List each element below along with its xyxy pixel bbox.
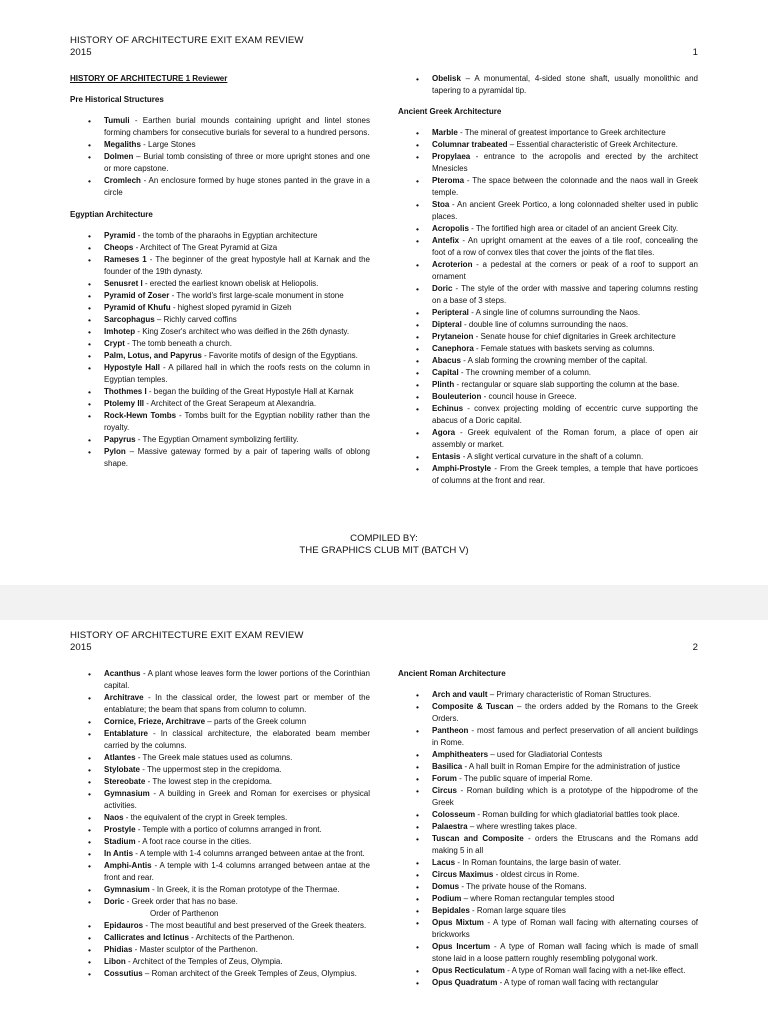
list-item bbox=[70, 362, 370, 386]
page-header bbox=[70, 630, 698, 654]
term: Obelisk bbox=[432, 74, 461, 83]
term: Tumuli bbox=[104, 116, 130, 125]
page-number: 2 bbox=[692, 642, 698, 653]
definition: - The beginner of the great hypostyle hall at Karnak and the founder of the 19th dynasty. bbox=[104, 255, 370, 276]
definition: - An upright ornament at the eaves of a tile roof, concealing the foot of a row of convex tiles that cover the joints of the flat tiles. bbox=[432, 236, 698, 257]
list-item bbox=[70, 326, 370, 338]
definition: - A temple with 1-4 columns arranged between antae at the front and rear. bbox=[104, 861, 370, 882]
term: Doric bbox=[432, 284, 453, 293]
list-item bbox=[70, 278, 370, 290]
term: Opus Mixtum bbox=[432, 918, 484, 927]
definition: - the tomb of the pharaohs in Egyptian architecture bbox=[135, 231, 318, 240]
term: Cossutius bbox=[104, 969, 143, 978]
list-item bbox=[70, 848, 370, 860]
term: Amphitheaters bbox=[432, 750, 489, 759]
definition: – Primary characteristic of Roman Structures. bbox=[487, 690, 652, 699]
term: Stylobate bbox=[104, 765, 141, 774]
term: Sarcophagus bbox=[104, 315, 155, 324]
list-item bbox=[398, 965, 698, 977]
list-item bbox=[398, 905, 698, 917]
term: Opus Quadratum bbox=[432, 978, 498, 987]
definition: – used for Gladiatorial Contests bbox=[488, 750, 603, 759]
list-item bbox=[70, 932, 370, 944]
roman-list bbox=[398, 689, 698, 989]
list-item bbox=[70, 446, 370, 470]
term: Circus bbox=[432, 786, 457, 795]
definition: - Senate house for chief dignitaries in Greek architecture bbox=[473, 332, 676, 341]
list-item bbox=[398, 73, 698, 97]
list-item bbox=[70, 175, 370, 199]
term: Epidauros bbox=[104, 921, 144, 930]
list-item bbox=[70, 338, 370, 350]
list-item bbox=[398, 893, 698, 905]
definition: - Architect of the Great Serapeum at Alexandria. bbox=[144, 399, 317, 408]
page-number: 1 bbox=[692, 47, 698, 58]
list-item bbox=[70, 314, 370, 326]
definition: – the orders added by the Romans to the Greek Orders. bbox=[432, 702, 698, 723]
definition: - Roman building for which gladiatorial battles took place. bbox=[475, 810, 680, 819]
definition: - King Zoser's architect who was deified in the 26th dynasty. bbox=[135, 327, 350, 336]
definition: - Earthen burial mounds containing upright and lintel stones forming chambers for consecutive burials for several to a hundred persons. bbox=[104, 116, 370, 137]
definition: - orders the Etruscans and the Romans add making 5 in all bbox=[432, 834, 698, 855]
page-gap bbox=[0, 585, 768, 620]
list-item bbox=[70, 752, 370, 764]
term: Basilica bbox=[432, 762, 463, 771]
definition: - A type of Roman wall facing with a net-like effect. bbox=[504, 966, 686, 975]
list-item bbox=[70, 692, 370, 716]
term: Tuscan and Composite bbox=[432, 834, 524, 843]
definition: - The public square of imperial Rome. bbox=[456, 774, 593, 783]
term: Domus bbox=[432, 882, 460, 891]
list-item bbox=[398, 379, 698, 391]
definition: - An ancient Greek Portico, a long colonnaded shelter used in public places. bbox=[432, 200, 698, 221]
definition: - Architects of the Parthenon. bbox=[188, 933, 295, 942]
term: Colosseum bbox=[432, 810, 476, 819]
term: Columnar trabeated bbox=[432, 140, 508, 149]
list-item bbox=[70, 836, 370, 848]
list-item bbox=[70, 151, 370, 175]
list-item bbox=[398, 725, 698, 749]
list-item bbox=[70, 398, 370, 410]
term: Agora bbox=[432, 428, 456, 437]
doric-order-note: Order of Parthenon bbox=[150, 909, 219, 918]
list-item bbox=[398, 881, 698, 893]
definition: - A hall built in Roman Empire for the administration of justice bbox=[462, 762, 681, 771]
definition: - Tombs built for the Egyptian nobility rather than the royalty. bbox=[104, 411, 370, 432]
definition: - The world's first large-scale monument in stone bbox=[169, 291, 344, 300]
definition: - Architect of The Great Pyramid at Giza bbox=[133, 243, 278, 252]
list-item bbox=[398, 785, 698, 809]
definition: – Roman architect of the Greek Temples of Zeus, Olympius. bbox=[142, 969, 357, 978]
definition: - The crowning member of a column. bbox=[458, 368, 592, 377]
term: Gymnasium bbox=[104, 885, 150, 894]
definition: - In Greek, it is the Roman prototype of the Thermae. bbox=[149, 885, 340, 894]
definition: - In classical architecture, the elaborated beam member carried by the columns. bbox=[104, 729, 370, 750]
term: Prytaneion bbox=[432, 332, 474, 341]
list-item bbox=[398, 283, 698, 307]
term: Amphi-Antis bbox=[104, 861, 152, 870]
list-item bbox=[70, 896, 370, 908]
list-item bbox=[398, 175, 698, 199]
term: Plinth bbox=[432, 380, 455, 389]
list-item bbox=[70, 386, 370, 398]
definition: - highest sloped pyramid in Gizeh bbox=[170, 303, 292, 312]
greek-terms-list-2 bbox=[70, 920, 370, 980]
definition: - Roman large square tiles bbox=[469, 906, 566, 915]
definition: - oldest circus in Rome. bbox=[493, 870, 580, 879]
header-title: HISTORY OF ARCHITECTURE EXIT EXAM REVIEW bbox=[70, 35, 304, 46]
list-item bbox=[398, 223, 698, 235]
term: Dipteral bbox=[432, 320, 462, 329]
list-item bbox=[70, 956, 370, 968]
definition: - Greek equivalent of the Roman forum, a place of open air assembly or market. bbox=[432, 428, 698, 449]
list-item bbox=[398, 391, 698, 403]
term: Pteroma bbox=[432, 176, 465, 185]
term: Cromlech bbox=[104, 176, 141, 185]
list-item bbox=[398, 869, 698, 881]
definition: – Richly carved coffins bbox=[154, 315, 237, 324]
list-item bbox=[70, 884, 370, 896]
term: Antefix bbox=[432, 236, 460, 245]
list-item bbox=[398, 259, 698, 283]
term: Amphi-Prostyle bbox=[432, 464, 492, 473]
term: Cornice, Frieze, Architrave bbox=[104, 717, 206, 726]
list-item bbox=[70, 230, 370, 242]
list-item bbox=[70, 290, 370, 302]
list-item bbox=[398, 355, 698, 367]
definition: - Favorite motifs of design of the Egyptians. bbox=[201, 351, 358, 360]
definition: - The mineral of greatest importance to Greek architecture bbox=[457, 128, 666, 137]
term: Libon bbox=[104, 957, 126, 966]
list-item bbox=[398, 199, 698, 223]
list-item bbox=[70, 920, 370, 932]
list-item bbox=[70, 968, 370, 980]
list-item bbox=[70, 434, 370, 446]
list-item bbox=[398, 139, 698, 151]
list-item bbox=[398, 127, 698, 139]
term: Rock-Hewn Tombs bbox=[104, 411, 177, 420]
definition: - the equivalent of the crypt in Greek temples. bbox=[123, 813, 288, 822]
list-item bbox=[70, 788, 370, 812]
term: Naos bbox=[104, 813, 124, 822]
term: Phidias bbox=[104, 945, 133, 954]
header-title: HISTORY OF ARCHITECTURE EXIT EXAM REVIEW bbox=[70, 630, 304, 641]
egyptian-list bbox=[70, 230, 370, 470]
list-item bbox=[398, 773, 698, 785]
term: Entablature bbox=[104, 729, 149, 738]
definition: - A type of roman wall facing with rectangular bbox=[497, 978, 659, 987]
term: Senusret I bbox=[104, 279, 143, 288]
list-item bbox=[398, 343, 698, 355]
list-item bbox=[398, 749, 698, 761]
definition: – A monumental, 4-sided stone shaft, usually monolithic and tapering to a pyramidal tip. bbox=[432, 74, 698, 95]
list-item bbox=[398, 307, 698, 319]
list-item bbox=[70, 860, 370, 884]
list-item bbox=[398, 941, 698, 965]
term: Arch and vault bbox=[432, 690, 488, 699]
list-item bbox=[70, 728, 370, 752]
list-item bbox=[398, 319, 698, 331]
term: Architrave bbox=[104, 693, 144, 702]
term: Peripteral bbox=[432, 308, 469, 317]
definition: - convex projecting molding of eccentric curve supporting the abacus of a Doric capital. bbox=[432, 404, 698, 425]
greek-terms-list bbox=[70, 668, 370, 908]
term: Crypt bbox=[104, 339, 125, 348]
definition: - rectangular or square slab supporting the column at the base. bbox=[454, 380, 680, 389]
greek-list bbox=[398, 127, 698, 487]
definition: – parts of the Greek column bbox=[205, 717, 307, 726]
list-item bbox=[398, 701, 698, 725]
definition: - A type of Roman wall facing with alternating courses of brickworks bbox=[432, 918, 698, 939]
header-year: 2015 bbox=[70, 47, 92, 58]
term: Callicrates and Ictinus bbox=[104, 933, 189, 942]
section-heading: Ancient Greek Architecture bbox=[398, 107, 502, 116]
prehistoric-list bbox=[70, 115, 370, 199]
list-item bbox=[70, 812, 370, 824]
page-header bbox=[70, 35, 698, 59]
term: Palm, Lotus, and Papyrus bbox=[104, 351, 202, 360]
term: Composite & Tuscan bbox=[432, 702, 514, 711]
term: Acanthus bbox=[104, 669, 141, 678]
footer-compiled-by: COMPILED BY: bbox=[350, 533, 418, 544]
term: Lacus bbox=[432, 858, 456, 867]
definition: - double line of columns surrounding the naos. bbox=[461, 320, 629, 329]
list-item bbox=[398, 235, 698, 259]
term: Circus Maximus bbox=[432, 870, 494, 879]
term: Atlantes bbox=[104, 753, 136, 762]
obelisk-list bbox=[398, 73, 698, 97]
definition: - The Greek male statues used as columns. bbox=[135, 753, 293, 762]
definition: - A single line of columns surrounding the Naos. bbox=[468, 308, 641, 317]
definition: - A pillared hall in which the roofs rests on the column in Egyptian temples. bbox=[104, 363, 370, 384]
term: Bepidales bbox=[432, 906, 470, 915]
list-item bbox=[70, 242, 370, 254]
term: Stadium bbox=[104, 837, 136, 846]
list-item bbox=[70, 824, 370, 836]
list-item bbox=[398, 857, 698, 869]
compiled-by-footer bbox=[0, 533, 768, 557]
page1-left-column bbox=[70, 73, 370, 470]
list-item bbox=[398, 427, 698, 451]
term: Marble bbox=[432, 128, 458, 137]
term: Canephora bbox=[432, 344, 474, 353]
list-item bbox=[70, 254, 370, 278]
definition: – Massive gateway formed by a pair of tapering walls of oblong shape. bbox=[104, 447, 370, 468]
definition: – Essential characteristic of Greek Architecture. bbox=[507, 140, 678, 149]
definition: - The space between the colonnade and the naos wall in Greek temple. bbox=[432, 176, 698, 197]
list-item bbox=[398, 761, 698, 773]
definition: - In the classical order, the lowest part or member of the entablature; the beam that spans from column to column. bbox=[104, 693, 370, 714]
definition: - The style of the order with massive and tapering columns resting on a base of 3 steps. bbox=[432, 284, 698, 305]
definition: - a pedestal at the corners or peak of a roof to support an ornament bbox=[432, 260, 698, 281]
section-heading: Pre Historical Structures bbox=[70, 95, 164, 104]
term: Stoa bbox=[432, 200, 450, 209]
definition: – where wrestling takes place. bbox=[467, 822, 577, 831]
list-item bbox=[398, 463, 698, 487]
term: Hypostyle Hall bbox=[104, 363, 160, 372]
term: Dolmen bbox=[104, 152, 134, 161]
list-item bbox=[70, 716, 370, 728]
definition: - most famous and perfect preservation of all ancient buildings in Rome. bbox=[432, 726, 698, 747]
term: Podium bbox=[432, 894, 462, 903]
definition: - council house in Greece. bbox=[481, 392, 577, 401]
section-heading: Egyptian Architecture bbox=[70, 210, 153, 219]
definition: - Architect of the Temples of Zeus, Olympia. bbox=[125, 957, 283, 966]
list-item bbox=[398, 917, 698, 941]
list-item bbox=[70, 302, 370, 314]
term: Thothmes I bbox=[104, 387, 147, 396]
term: Rameses 1 bbox=[104, 255, 147, 264]
term: Forum bbox=[432, 774, 457, 783]
list-item bbox=[70, 776, 370, 788]
definition: - The lowest step in the crepidoma. bbox=[145, 777, 272, 786]
term: Pyramid of Zoser bbox=[104, 291, 170, 300]
term: Prostyle bbox=[104, 825, 136, 834]
list-item bbox=[70, 764, 370, 776]
definition: - From the Greek temples, a temple that have porticoes of columns at the front and rear. bbox=[432, 464, 698, 485]
list-item bbox=[398, 151, 698, 175]
term: Opus Incertum bbox=[432, 942, 491, 951]
list-item bbox=[398, 809, 698, 821]
term: Capital bbox=[432, 368, 459, 377]
footer-club: THE GRAPHICS CLUB MIT (BATCH V) bbox=[299, 545, 469, 556]
list-item bbox=[70, 410, 370, 434]
definition: - A foot race course in the cities. bbox=[135, 837, 252, 846]
header-year: 2015 bbox=[70, 642, 92, 653]
list-item bbox=[70, 668, 370, 692]
term: Entasis bbox=[432, 452, 461, 461]
page2-right-column bbox=[398, 668, 698, 1024]
term: Abacus bbox=[432, 356, 461, 365]
definition: - The Egyptian Ornament symbolizing fertility. bbox=[135, 435, 299, 444]
term: Pantheon bbox=[432, 726, 469, 735]
term: Propylaea bbox=[432, 152, 471, 161]
definition: - Temple with a portico of columns arranged in front. bbox=[135, 825, 322, 834]
reviewer-title: HISTORY OF ARCHITECTURE 1 Reviewer bbox=[70, 74, 228, 83]
section-heading: Ancient Roman Architecture bbox=[398, 669, 506, 678]
term: Ptolemy III bbox=[104, 399, 145, 408]
term: Imhotep bbox=[104, 327, 136, 336]
term: Papyrus bbox=[104, 435, 136, 444]
definition: - The private house of the Romans. bbox=[459, 882, 587, 891]
term: Pyramid bbox=[104, 231, 136, 240]
definition: - Female statues with baskets serving as columns. bbox=[473, 344, 655, 353]
term: Cheops bbox=[104, 243, 134, 252]
term: Megaliths bbox=[104, 140, 141, 149]
term: Palaestra bbox=[432, 822, 468, 831]
list-item bbox=[398, 977, 698, 989]
definition: - A type of Roman wall facing which is made of small stone laid in a loose pattern roughly resembling polygonal work. bbox=[432, 942, 698, 963]
page1-right-column bbox=[398, 73, 698, 487]
term: Opus Recticulatum bbox=[432, 966, 505, 975]
list-item bbox=[398, 451, 698, 463]
term: Doric bbox=[104, 897, 125, 906]
list-item bbox=[398, 689, 698, 701]
term: Stereobate bbox=[104, 777, 146, 786]
definition: – Burial tomb consisting of three or more upright stones and one or more capstone. bbox=[104, 152, 370, 173]
definition: - erected the earliest known obelisk at Heliopolis. bbox=[142, 279, 319, 288]
term: Acropolis bbox=[432, 224, 469, 233]
definition: - A slab forming the crowning member of the capital. bbox=[460, 356, 648, 365]
list-item bbox=[70, 944, 370, 956]
term: Pylon bbox=[104, 447, 126, 456]
term: In Antis bbox=[104, 849, 134, 858]
definition: - entrance to the acropolis and erected by the architect Mnesicles bbox=[432, 152, 698, 173]
definition: - Master sculptor of the Parthenon. bbox=[132, 945, 258, 954]
definition: - Large Stones bbox=[140, 140, 196, 149]
page2-left-column bbox=[70, 668, 370, 1024]
definition: - A building in Greek and Roman for exercises or physical activities. bbox=[104, 789, 370, 810]
definition: - began the building of the Great Hypostyle Hall at Karnak bbox=[146, 387, 354, 396]
term: Echinus bbox=[432, 404, 464, 413]
definition: - A plant whose leaves form the lower portions of the Corinthian capital. bbox=[104, 669, 370, 690]
definition: - The fortified high area or citadel of an ancient Greek City. bbox=[468, 224, 679, 233]
term: Gymnasium bbox=[104, 789, 150, 798]
list-item bbox=[70, 115, 370, 139]
list-item bbox=[398, 403, 698, 427]
definition: – where Roman rectangular temples stood bbox=[461, 894, 615, 903]
list-item bbox=[398, 331, 698, 343]
list-item bbox=[398, 367, 698, 379]
definition: - A slight vertical curvature in the shaft of a column. bbox=[460, 452, 644, 461]
list-item bbox=[398, 821, 698, 833]
definition: - Roman building which is a prototype of the hippodrome of the Greek bbox=[432, 786, 698, 807]
definition: - Greek order that has no base. bbox=[124, 897, 238, 906]
definition: - The uppermost step in the crepidoma. bbox=[140, 765, 282, 774]
list-item bbox=[70, 139, 370, 151]
definition: - The most beautiful and best preserved of the Greek theaters. bbox=[143, 921, 367, 930]
term: Acroterion bbox=[432, 260, 473, 269]
definition: - In Roman fountains, the large basin of water. bbox=[455, 858, 621, 867]
list-item bbox=[398, 833, 698, 857]
term: Bouleuterion bbox=[432, 392, 482, 401]
definition: - The tomb beneath a church. bbox=[124, 339, 232, 348]
definition: - A temple with 1-4 columns arranged between antae at the front. bbox=[133, 849, 365, 858]
term: Pyramid of Khufu bbox=[104, 303, 171, 312]
list-item bbox=[70, 350, 370, 362]
definition: - An enclosure formed by huge stones panted in the grave in a circle bbox=[104, 176, 370, 197]
